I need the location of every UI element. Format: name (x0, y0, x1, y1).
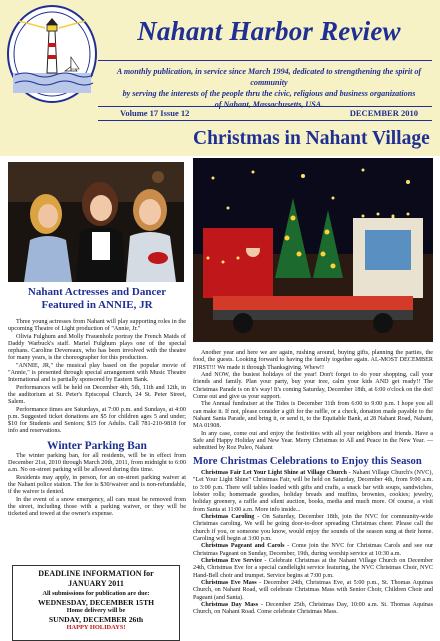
event-text: - Come join the NVC for Christmas Carols and see our Christmas Pageant on Sunday, December, 19th, during worship service at 10:30 a.m. (193, 543, 434, 557)
holiday-greeting: HAPPY HOLIDAYS! (66, 623, 126, 631)
delivery-date: SUNDAY, DECEMBER 26th (48, 614, 144, 624)
deadline-date: WEDNESDAY, DECEMBER 15TH (37, 598, 155, 607)
annie-headline (8, 286, 186, 312)
right-column (193, 350, 433, 617)
left-column (8, 286, 186, 517)
delivery-note: Home delivery will be (66, 607, 126, 614)
event-title: Christmas Pageant and Carols (201, 543, 285, 550)
annie-paragraph: Performance times are Saturdays, at 7:00 p.m. and Sundays, at 4:00 p.m. Suggested ticket donations are $5 for children ages 5 and under; $10 for Students and Seniors; $15 for Adults. Call 781-210-9818 for info and reservations. (8, 405, 186, 435)
main-paragraph: And NOW, the busiest holidays of the year! Don't forget to do your shopping, call your friends and family. Plan your party, buy your tree, calm your kids AND get ready!! The Christmas Parade is on it's way! It's coming Saturday, December 18th, at 6:00 o'clock on the dot! Come out and give us your support. (193, 372, 433, 401)
event-item (193, 514, 433, 543)
issue-date: DECEMBER 2010 (349, 108, 418, 118)
issue-bar (98, 106, 432, 121)
event-item (193, 558, 433, 580)
tagline-line: of Nahant, Massachusetts, USA. (214, 100, 324, 109)
newsletter-title: Nahant Harbor Review (137, 16, 401, 46)
event-text: - Nahant Village Church's (NVC), "Let Your Light Shine" Christmas Fair, will be held on Saturday, December 4th, from 9:00 a.m. to 3:00 p.m. There will tables loaded with gifts and crafts, a snack bar with soups, sandwiches, lobster rolls; homemade goodies, holiday breads and muffins, brownies, cookies; jewelry, holiday greenery, a raffle and silent auction, books, media and much more. Of course, a visit from Santa at 11:00 a.m. More info inside... (193, 469, 433, 513)
event-title: Christmas Day Mass (201, 602, 259, 608)
event-item (193, 543, 433, 558)
tagline (104, 66, 434, 110)
event-item (193, 470, 433, 514)
volume-issue: Volume 17 Issue 12 (120, 108, 190, 118)
annie-headline-line: Nahant Actresses and Dancer (27, 286, 167, 298)
annie-paragraph: Performances will be held on December 4th, 5th, 11th and 12th, in the auditorium at St. Peter's Episcopal Church, 24 St. Peter Street, Salem. (8, 383, 186, 406)
winter-paragraph: Residents may apply, in person, for an on-street parking waiver at the Nahant police station. The fee is $30/waiver and is non-refundable, if the waiver is denied. (8, 473, 186, 496)
tagline-line: A monthly publication, in service since March 1994, dedicated to strengthening the spirit of community (116, 67, 422, 87)
tagline-line: by serving the interests of the people thru the civic, religious and business organizations (122, 89, 416, 98)
event-item (193, 602, 433, 617)
main-headline: Christmas in Nahant Village (193, 128, 430, 149)
event-title: Christmas Eve Service (201, 557, 263, 564)
winter-parking-headline: Winter Parking Ban (47, 439, 147, 452)
winter-paragraph: The winter parking ban, for all residents, will be in effect from December 21st, 2010 through March 20th, 2011, from midnight to 6:00 a.m. No on-street parking will be allowed during this time. (8, 451, 186, 474)
main-paragraph: Another year and here we are again, rushing around, buying gifts, planning the parties, the food, the guests. Looking forward to having the family together again. AL-MOST DECEMBER FIRST!!! We made it through Thanksgiving. Whew!! (193, 350, 433, 371)
deadline-title: DEADLINE INFORMATION for (38, 569, 154, 578)
deadline-box (12, 565, 180, 641)
main-paragraph: In any case, come out and enjoy the festivities with all your neighbors and friends. Have a Safe and Happy Holiday and New Year. Merry Christmas to All and Peace in the New Year. — submitted by Roz Puleo, Nahant (193, 430, 433, 452)
deadline-note: All submissions for publication are due: (42, 590, 150, 597)
deadline-month: JANUARY 2011 (68, 578, 124, 588)
three-actresses-photo (8, 162, 184, 282)
event-title: Christmas Fair Let Your Light Shine at Village Church (201, 469, 347, 476)
event-item (193, 580, 433, 602)
annie-paragraph: Three young actresses from Nahant will play supporting roles in the upcoming Theatre of Light production of "Annie, Jr." (8, 318, 186, 333)
annie-paragraph: "ANNIE, JR," the musical play based on the popular movie of "Annie," is presented through special arrangement with Music Theatre International and is partially sponsored by Eastern Bank. (8, 361, 186, 384)
title-rule (98, 60, 432, 61)
event-title: Christmas Caroling (201, 513, 255, 520)
christmas-float-photo (193, 158, 433, 342)
event-title: Christmas Eve Mass (201, 579, 257, 586)
lighthouse-seal-icon (5, 3, 100, 105)
more-celebrations-headline: More Christmas Celebrations to Enjoy this Season (193, 455, 422, 467)
event-text: - Celebrate Christmas at the Nahant Village Church on December 24th, Christmas Eve for a special candlelight service featuring, the NVC Christmas Choir, NVC Hand-Bell choir and trumpet. Service begins at 7:00 p.m. (193, 557, 434, 579)
annie-headline-line: Featured in ANNIE, JR (41, 299, 153, 311)
winter-paragraph: In the event of a snow emergency, all cars must be removed from the street, including those with a parking waiver, or they will be ticketed and towed at the owner's expense. (8, 495, 186, 518)
event-text: - December 24th, Christmas Eve, at 5:00 p.m., St. Thomas Aquinas Church, on Nahant Road, will celebrate Christmas Mass with Senior Choir, Children Choir and Pageant (and Santa). (193, 579, 434, 601)
main-paragraph: The Annual fundraiser at the Tides is December 11th from 6:00 to 9:00 p.m. I hope you all can make it. If not, please consider a gift for the raffle, or a check, donation made payable to the Nahant Santa Parade, and bring it, or send it, to the Equitable Bank, at 28 Nahant Road, Nahant, MA 01908. (193, 401, 433, 430)
event-text: - On Saturday, December 18th, join the NVC for community-wide Christmas caroling. We will be going door-to-door spreading Christmas cheer. Please call the church if you, or someone you know, would enjoy the sounds of the season sung at their home. Caroling will begin at 3:00 p.m. (193, 513, 433, 542)
annie-paragraph: Olivia Fulghum and Molly Frauenholz portray the French Maids of Daddy Warbuck's staff. Mariel Fulghum plays one of the special orphans. Caroline Devereaux, who has been involved with the theatre for many years, is the choreographer for this production. (8, 332, 186, 362)
event-text: - December 25th, Christmas Day, 10:00 a.m. St. Thomas Aquinas Church, on Nahant Road. Come celebrate Christmas Mass. (193, 602, 433, 616)
